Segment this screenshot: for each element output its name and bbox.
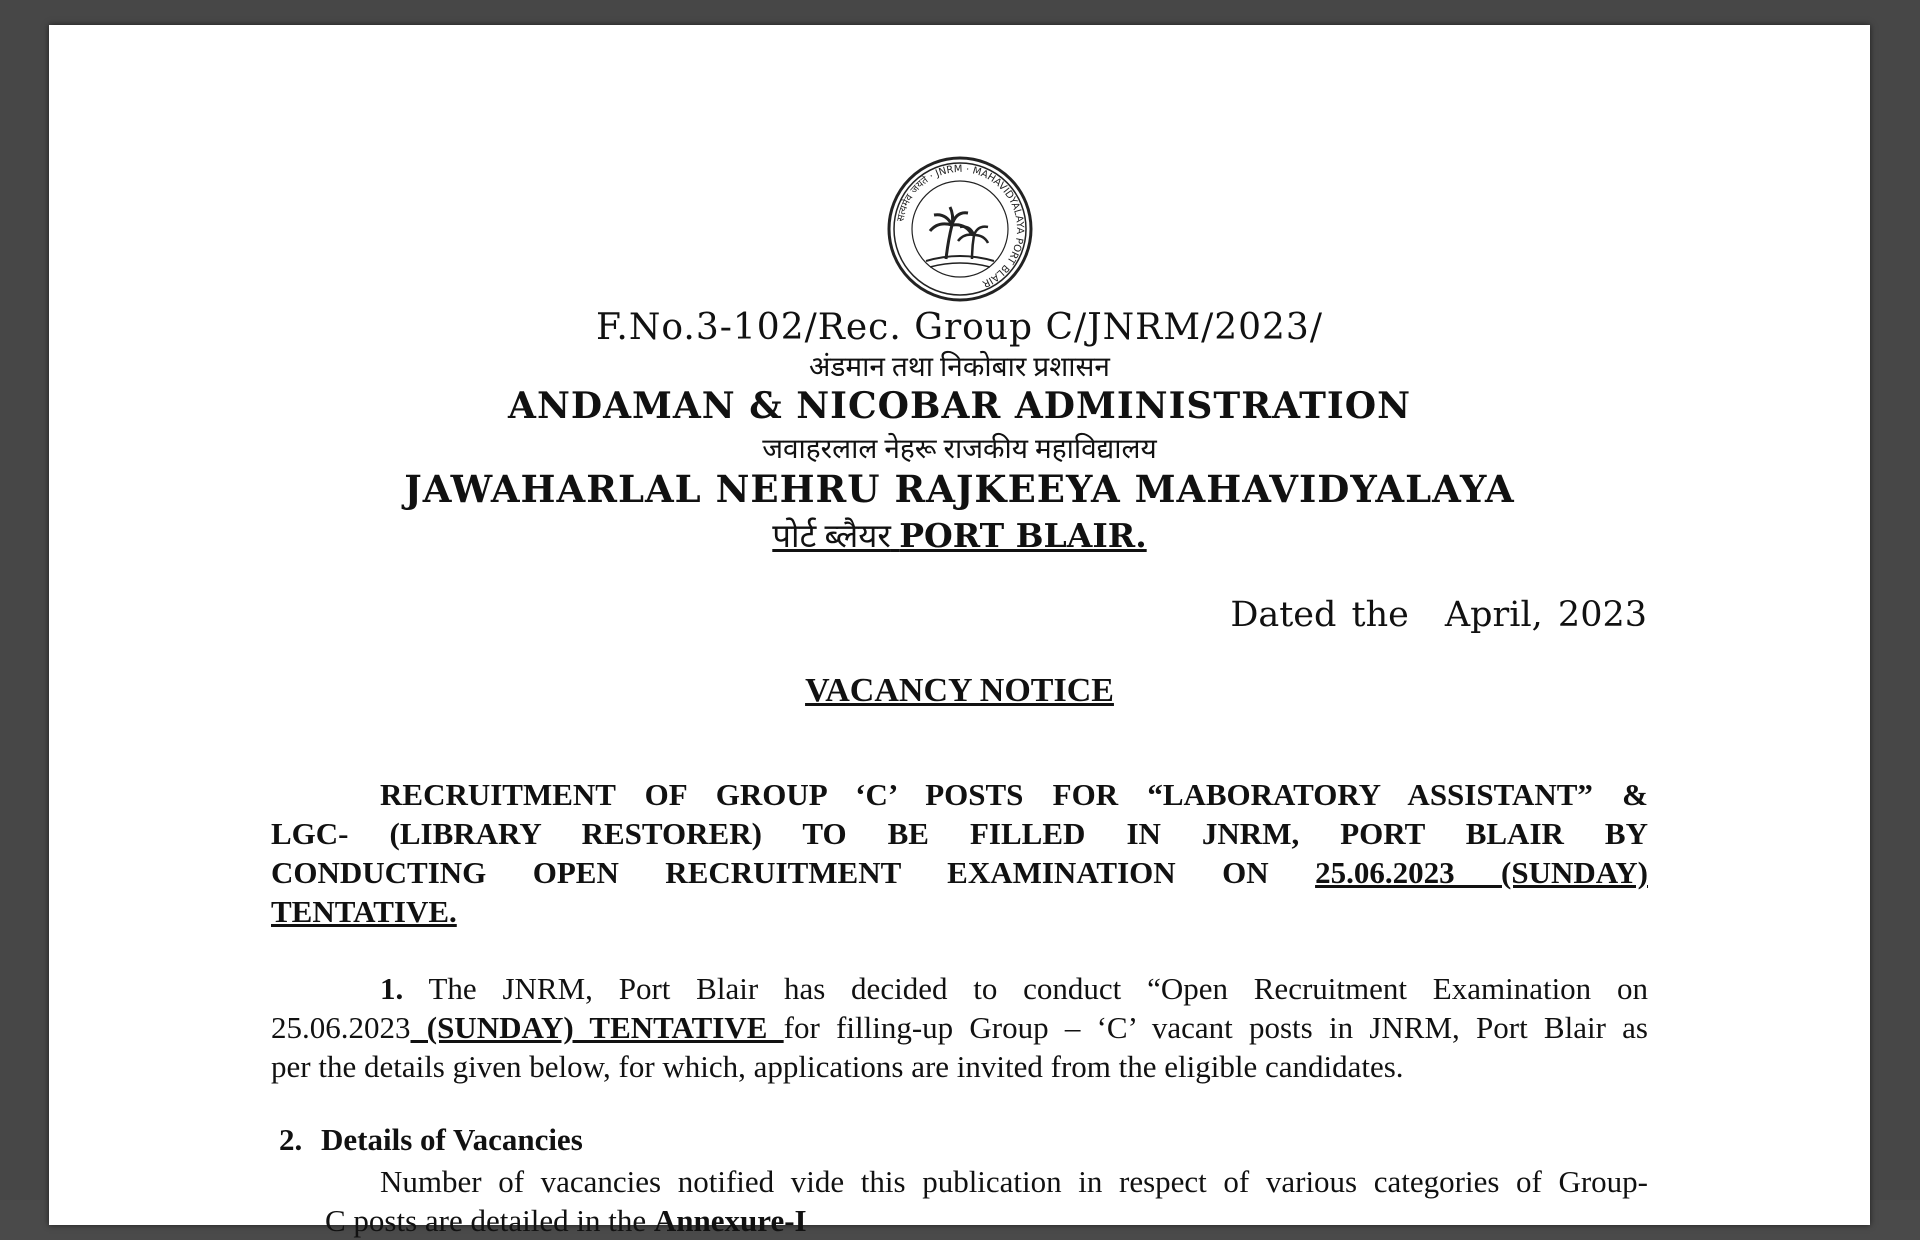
section-2-line-2-text: C posts are detailed in the [325, 1203, 654, 1238]
college-seal [886, 155, 1034, 303]
para1-line-1 [271, 969, 1648, 1008]
subject-line-4: TENTATIVE. [271, 894, 457, 929]
para1-sunday-tentative: (SUNDAY) TENTATIVE [410, 1010, 784, 1045]
college-name-english: JAWAHARLAL NEHRU RAJKEEYA MAHAVIDYALAYA [404, 467, 1515, 511]
para1-line-2-text: for filling-up Group – ‘C’ vacant posts in JNRM, Port Blair as [783, 1010, 1648, 1045]
section-2-heading [279, 1122, 583, 1158]
para1-line-2 [271, 1008, 1648, 1047]
subject-line-1: RECRUITMENT OF GROUP ‘C’ POSTS FOR “LABORATORY ASSISTANT” & [380, 777, 1648, 812]
city-hindi: पोर्ट ब्लैयर [772, 519, 891, 555]
exam-date-highlight: 25.06.2023 (SUNDAY) [1315, 855, 1648, 890]
city-line [49, 512, 1870, 557]
date-line [1230, 595, 1647, 635]
dated-label: Dated the [1230, 595, 1409, 635]
admin-name-hindi: अंडमान तथा निकोबार प्रशासन [809, 352, 1110, 383]
para1-number: 1. [380, 971, 404, 1006]
annexure-ref: Annexure-I [653, 1203, 807, 1238]
subject-line-2: LGC- (LIBRARY RESTORER) TO BE FILLED IN JNRM, PORT BLAIR BY [271, 816, 1648, 851]
document-page [49, 25, 1870, 1238]
college-name-hindi: जवाहरलाल नेहरू राजकीय महाविद्यालय [762, 434, 1157, 465]
admin-name-english: ANDAMAN & NICOBAR ADMINISTRATION [508, 385, 1411, 427]
subject-line-3 [271, 853, 1648, 892]
notice-title: VACANCY NOTICE [805, 672, 1114, 709]
paragraph-1 [271, 969, 1648, 1086]
para1-line-3: per the details given below, for which, applications are invited from the eligible candidates. [271, 1049, 1404, 1084]
city-english: PORT BLAIR. [899, 516, 1147, 555]
subject-line-3-text: CONDUCTING OPEN RECRUITMENT EXAMINATION ON [271, 855, 1269, 890]
dated-value: April, 2023 [1444, 595, 1647, 635]
file-number: F.No.3-102/Rec. Group C/JNRM/2023/ [596, 307, 1323, 348]
section-2-title: Details of Vacancies [321, 1122, 583, 1157]
subject-paragraph [271, 775, 1648, 931]
section-2-line-2 [271, 1201, 1648, 1240]
para1-date: 25.06.2023 [271, 1010, 411, 1045]
svg-text:सत्यमेव जयते · JNRM · MAHAVIDY: सत्यमेव जयते · JNRM · MAHAVIDYALAYA PORT BLAIR [895, 163, 1026, 290]
section-2-body [271, 1162, 1648, 1240]
section-2-number: 2. [279, 1122, 303, 1157]
para1-line-1-text: The JNRM, Port Blair has decided to conduct “Open Recruitment Examination on [428, 971, 1648, 1006]
section-2-line-1: Number of vacancies notified vide this publication in respect of various categories of Group- [380, 1164, 1648, 1199]
